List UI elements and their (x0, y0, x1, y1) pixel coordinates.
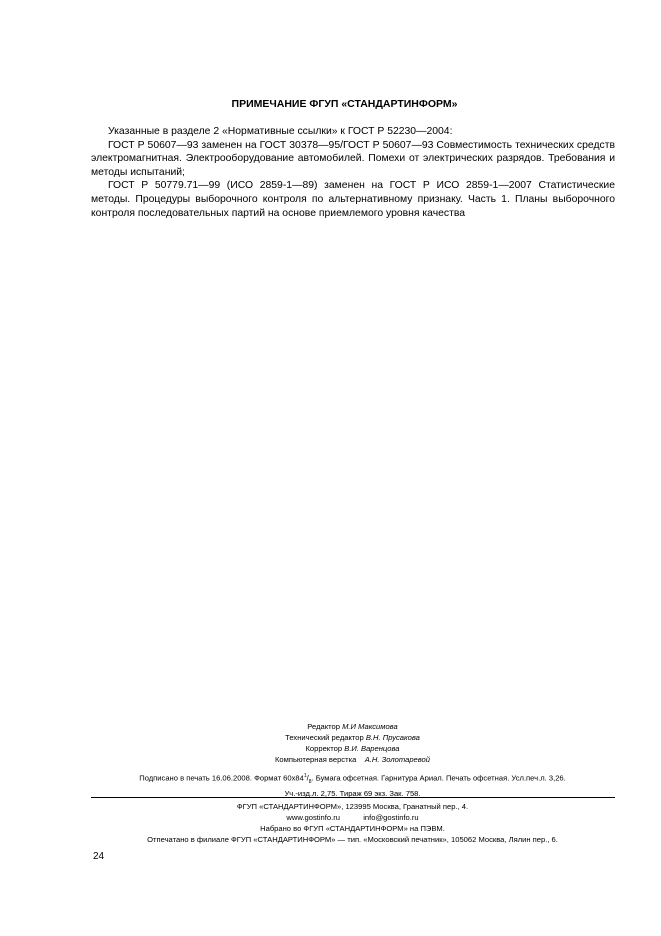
credit-name: М.И Максимова (342, 722, 398, 731)
print-info (90, 771, 615, 799)
credit-label: Редактор (307, 722, 340, 731)
credits (90, 721, 615, 765)
print-info-text: . Бумага офсетная. Гарнитура Ариал. Печать офсетная. Усл.печ.л. 3,26. (311, 773, 566, 783)
credit-tech-editor (90, 732, 615, 743)
print-info-text: Подписано в печать 16.06.2008. Формат 60x84 (139, 773, 304, 783)
fraction-numerator: 1 (303, 773, 307, 779)
credit-label: Корректор (305, 744, 343, 753)
note-body (91, 125, 615, 220)
credit-label: Технический редактор (285, 733, 364, 742)
website-link[interactable]: www.gostinfo.ru (286, 813, 340, 822)
credit-layout (90, 754, 615, 765)
page-number: 24 (93, 851, 105, 862)
print-info-line1: Подписано в печать 16.06.2008. Формат $60x84^1/_8$. Бумага офсетная. Гарнитура Ариал. Печать офсетная. Усл.печ.л. 3,26. (139, 773, 566, 786)
credit-editor (90, 721, 615, 732)
note-paragraph: ГОСТ Р 50607—93 заменен на ГОСТ 30378—95/ГОСТ Р 50607—93 Совместимость технических средств электромагнитная. Электрооборудование автомобилей. Помехи от электрических разрядов. Требования и методы испытаний; (91, 139, 615, 178)
note-paragraph: Указанные в разделе 2 «Нормативные ссылки» к ГОСТ Р 52230—2004: (108, 126, 453, 137)
credit-corrector (90, 743, 615, 754)
email-link[interactable]: info@gostinfo.ru (363, 813, 419, 822)
fraction-denominator: 8 (308, 779, 312, 786)
publisher-address: ФГУП «СТАНДАРТИНФОРМ», 123995 Москва, Гранатный пер., 4. (236, 802, 469, 811)
credit-label: Компьютерная верстка (274, 755, 357, 764)
publisher-typeset: Набрано во ФГУП «СТАНДАРТИНФОРМ» на ПЭВМ. (260, 824, 445, 833)
publisher-info (90, 801, 615, 845)
publisher-contacts (90, 812, 615, 823)
credit-name: В.И. Варенцова (344, 744, 400, 753)
divider (91, 797, 615, 798)
credit-name: А.Н. Золотаревой (364, 755, 431, 764)
note-paragraph: ГОСТ Р 50779.71—99 (ИСО 2859-1—89) заменен на ГОСТ Р ИСО 2859-1—2007 Статистические методы. Процедуры выборочного контроля по альтернативному признаку. Часть 1. Планы выборочного контроля последовательных партий на основе приемлемого уровня качества (91, 180, 615, 219)
print-info-line2: Уч.-изд.л. 2,75. Тираж 69 экз. Зак. 758. (284, 789, 421, 799)
note-title: ПРИМЕЧАНИЕ ФГУП «СТАНДАРТИНФОРМ» (231, 98, 458, 110)
credit-name: В.Н. Прусакова (365, 733, 420, 742)
publisher-printed: Отпечатано в филиале ФГУП «СТАНДАРТИНФОРМ» — тип. «Московский печатник», 105062 Москва, Лялин пер., 6. (147, 835, 558, 844)
